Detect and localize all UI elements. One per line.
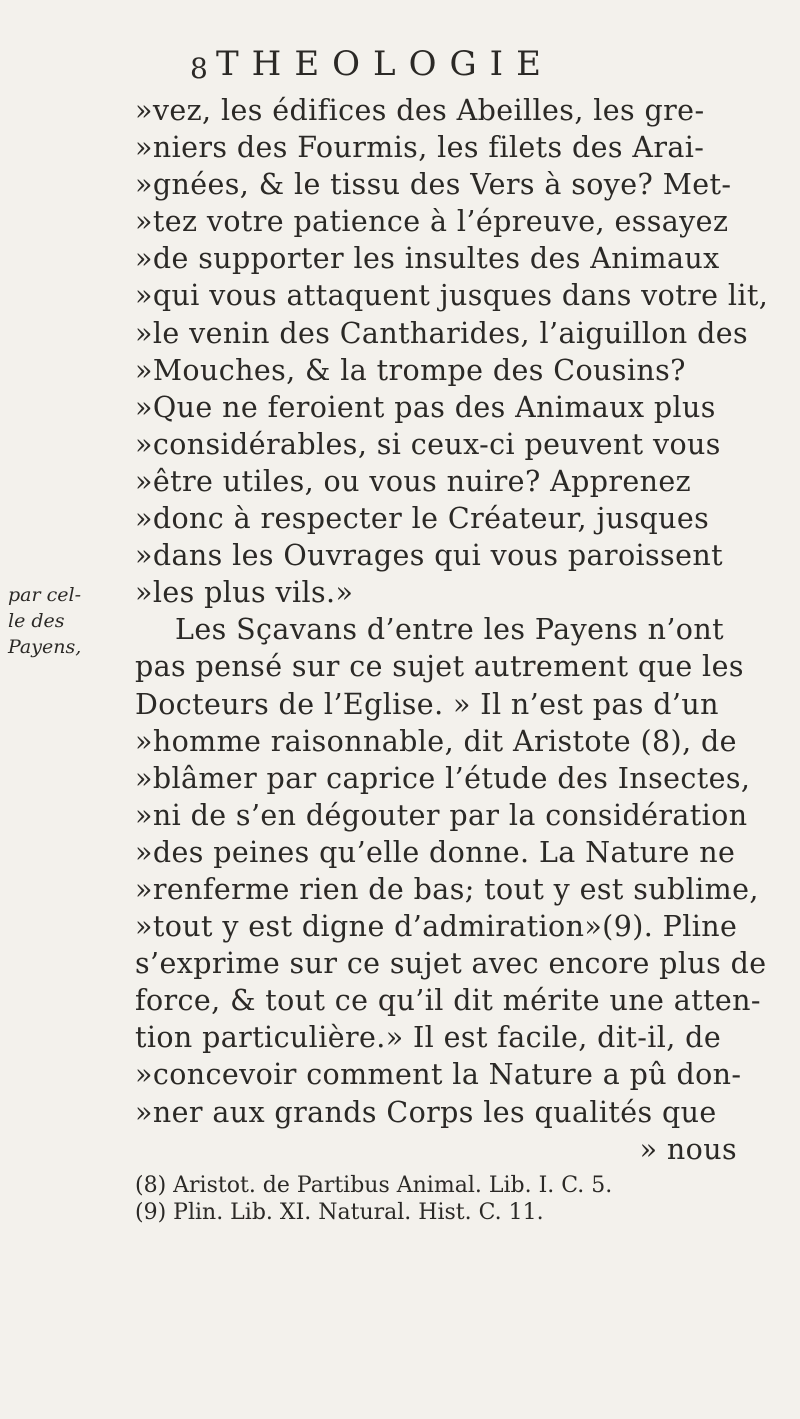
- text-line: »le venin des Cantharides, l’aiguillon des: [135, 316, 749, 350]
- margin-note-line: Payens,: [8, 636, 82, 658]
- text-line: force, & tout ce qu’il dit mérite une atten-: [135, 984, 761, 1018]
- text-line: »les plus vils.»: [135, 576, 354, 610]
- text-line: »gnées, & le tissu des Vers à soye? Met-: [135, 168, 732, 202]
- text-line: »niers des Fourmis, les filets des Arai-: [135, 131, 705, 165]
- footnote: (8) Aristot. de Partibus Animal. Lib. I. C. 5.: [135, 1173, 613, 1198]
- text-line: »ner aux grands Corps les qualités que: [135, 1095, 717, 1129]
- text-line: »tez votre patience à l’épreuve, essayez: [135, 205, 729, 239]
- text-line: »ni de s’en dégouter par la considération: [135, 798, 748, 832]
- margin-note: [8, 582, 88, 660]
- text-line: »Mouches, & la trompe des Cousins?: [135, 353, 686, 387]
- text-line: »être utiles, ou vous nuire? Apprenez: [135, 464, 692, 498]
- margin-note-line: le des: [8, 610, 65, 632]
- footnote: (9) Plin. Lib. XI. Natural. Hist. C. 11.: [135, 1200, 544, 1225]
- running-title: THEOLOGIE: [216, 44, 554, 84]
- text-line: pas pensé sur ce sujet autrement que les: [135, 650, 744, 684]
- body-text: [135, 92, 769, 1168]
- text-line: »renferme rien de bas; tout y est sublime,: [135, 872, 759, 906]
- margin-note-line: par cel-: [8, 584, 81, 606]
- text-line: »qui vous attaquent jusques dans votre lit,: [135, 279, 769, 313]
- text-line: »dans les Ouvrages qui vous paroissent: [135, 539, 723, 573]
- text-line: Les Sçavans d’entre les Payens n’ont: [175, 613, 724, 647]
- page-number: 8: [190, 52, 208, 85]
- text-line: Docteurs de l’Eglise. » Il n’est pas d’un: [135, 687, 719, 721]
- text-line: »homme raisonnable, dit Aristote (8), de: [135, 724, 737, 758]
- text-line: »considérables, si ceux-ci peuvent vous: [135, 427, 721, 461]
- text-line: »tout y est digne d’admiration»(9). Pline: [135, 910, 738, 944]
- page-header: [190, 44, 710, 92]
- text-line: »blâmer par caprice l’étude des Insectes,: [135, 761, 751, 795]
- text-line: »donc à respecter le Créateur, jusques: [135, 502, 710, 536]
- text-line: tion particulière.» Il est facile, dit-il, de: [135, 1021, 722, 1055]
- text-line: s’exprime sur ce sujet avec encore plus de: [135, 947, 767, 981]
- text-line: »Que ne feroient pas des Animaux plus: [135, 390, 716, 424]
- footnotes: [135, 1172, 755, 1226]
- catchword: » nous: [639, 1132, 737, 1166]
- text-line: »des peines qu’elle donne. La Nature ne: [135, 835, 736, 869]
- text-line: »de supporter les insultes des Animaux: [135, 242, 720, 276]
- text-line: »concevoir comment la Nature a pû don-: [135, 1058, 742, 1092]
- text-line: »vez, les édifices des Abeilles, les gre-: [135, 94, 705, 127]
